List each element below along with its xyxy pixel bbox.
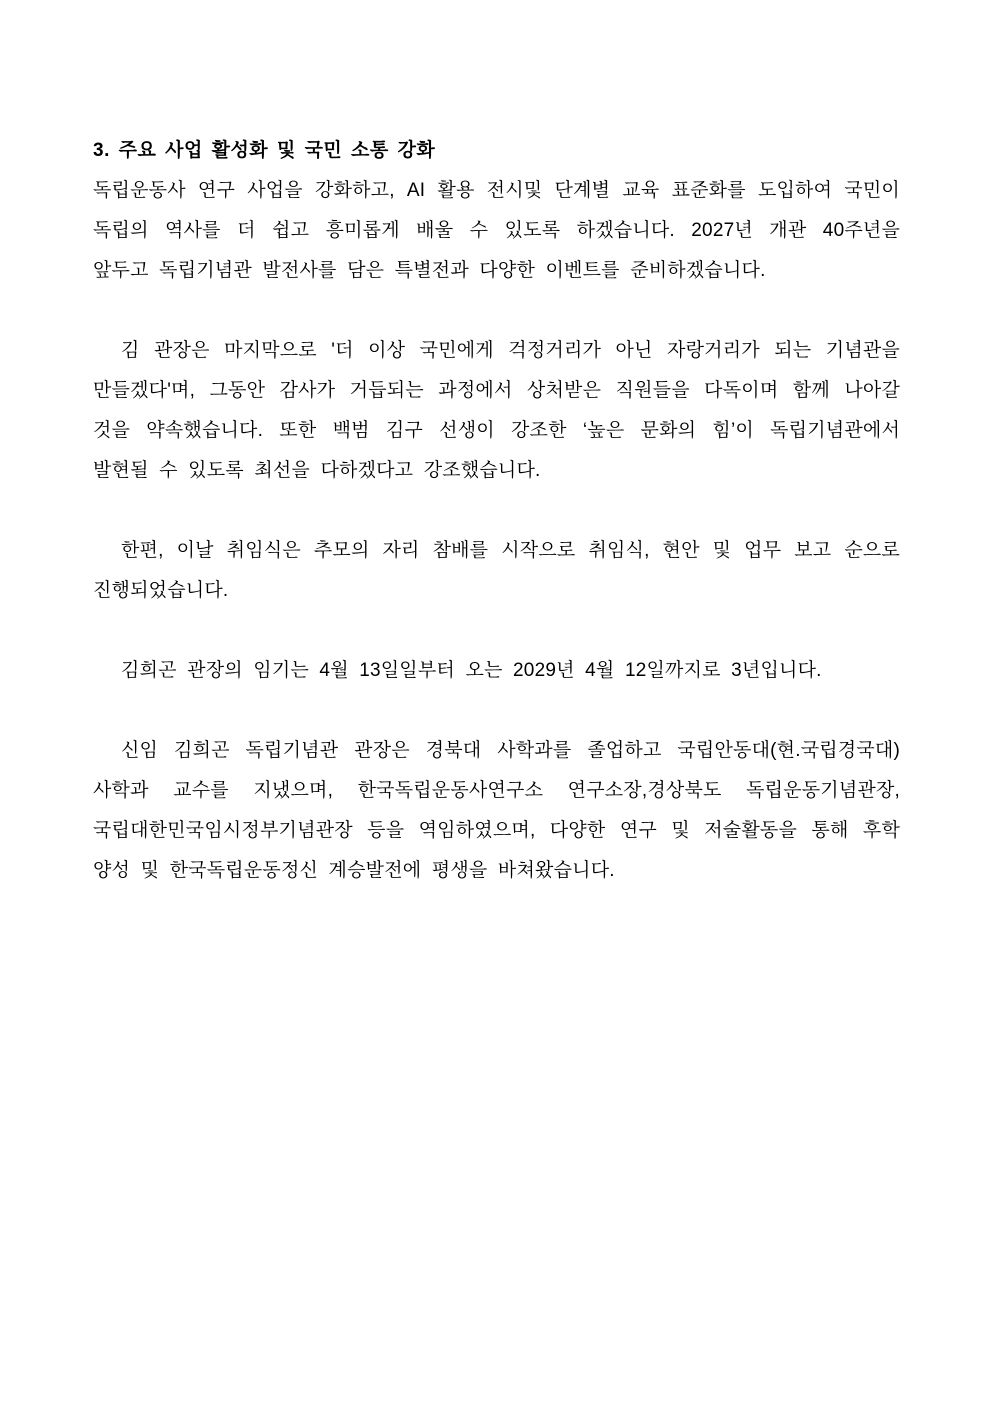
paragraph-main-projects: 독립운동사 연구 사업을 강화하고, AI 활용 전시및 단계별 교육 표준화를 도입하여 국민이 독립의 역사를 더 쉽고 흥미롭게 배울 수 있도록 하겠습니다. 2027년 개관 40주년을 앞두고 독립기념관 발전사를 담은 특별전과 다양한 이벤트를 준비하겠습니다.	[93, 180, 900, 281]
section-heading: 3. 주요 사업 활성화 및 국민 소통 강화	[93, 140, 436, 161]
paragraph-ceremony-order: 한편, 이날 취임식은 추모의 자리 참배를 시작으로 취임식, 현안 및 업무 보고 순으로 진행되었습니다.	[93, 540, 900, 601]
paragraph-director-biography: 신임 김희곤 독립기념관 관장은 경북대 사학과를 졸업하고 국립안동대(현.국립경국대) 사학과 교수를 지냈으며, 한국독립운동사연구소 연구소장,경상북도 독립운동기념관장, 국립대한민국임시정부기념관장 등을 역임하였으며, 다양한 연구 및 저술활동을 통해 후학 양성 및 한국독립운동정신 계승발전에 평생을 바쳐왔습니다.	[93, 740, 900, 881]
paragraph-director-remarks: 김 관장은 마지막으로 '더 이상 국민에게 걱정거리가 아닌 자랑거리가 되는 기념관을 만들겠다'며, 그동안 감사가 거듭되는 과정에서 상처받은 직원들을 다독이며 함께 나아갈 것을 약속했습니다. 또한 백범 김구 선생이 강조한 ‘높은 문화의 힘’이 독립기념관에서 발현될 수 있도록 최선을 다하겠다고 강조했습니다.	[93, 340, 900, 481]
paragraph-term-of-office: 김희곤 관장의 임기는 4월 13일일부터 오는 2029년 4월 12일까지로 3년입니다.	[121, 660, 822, 681]
